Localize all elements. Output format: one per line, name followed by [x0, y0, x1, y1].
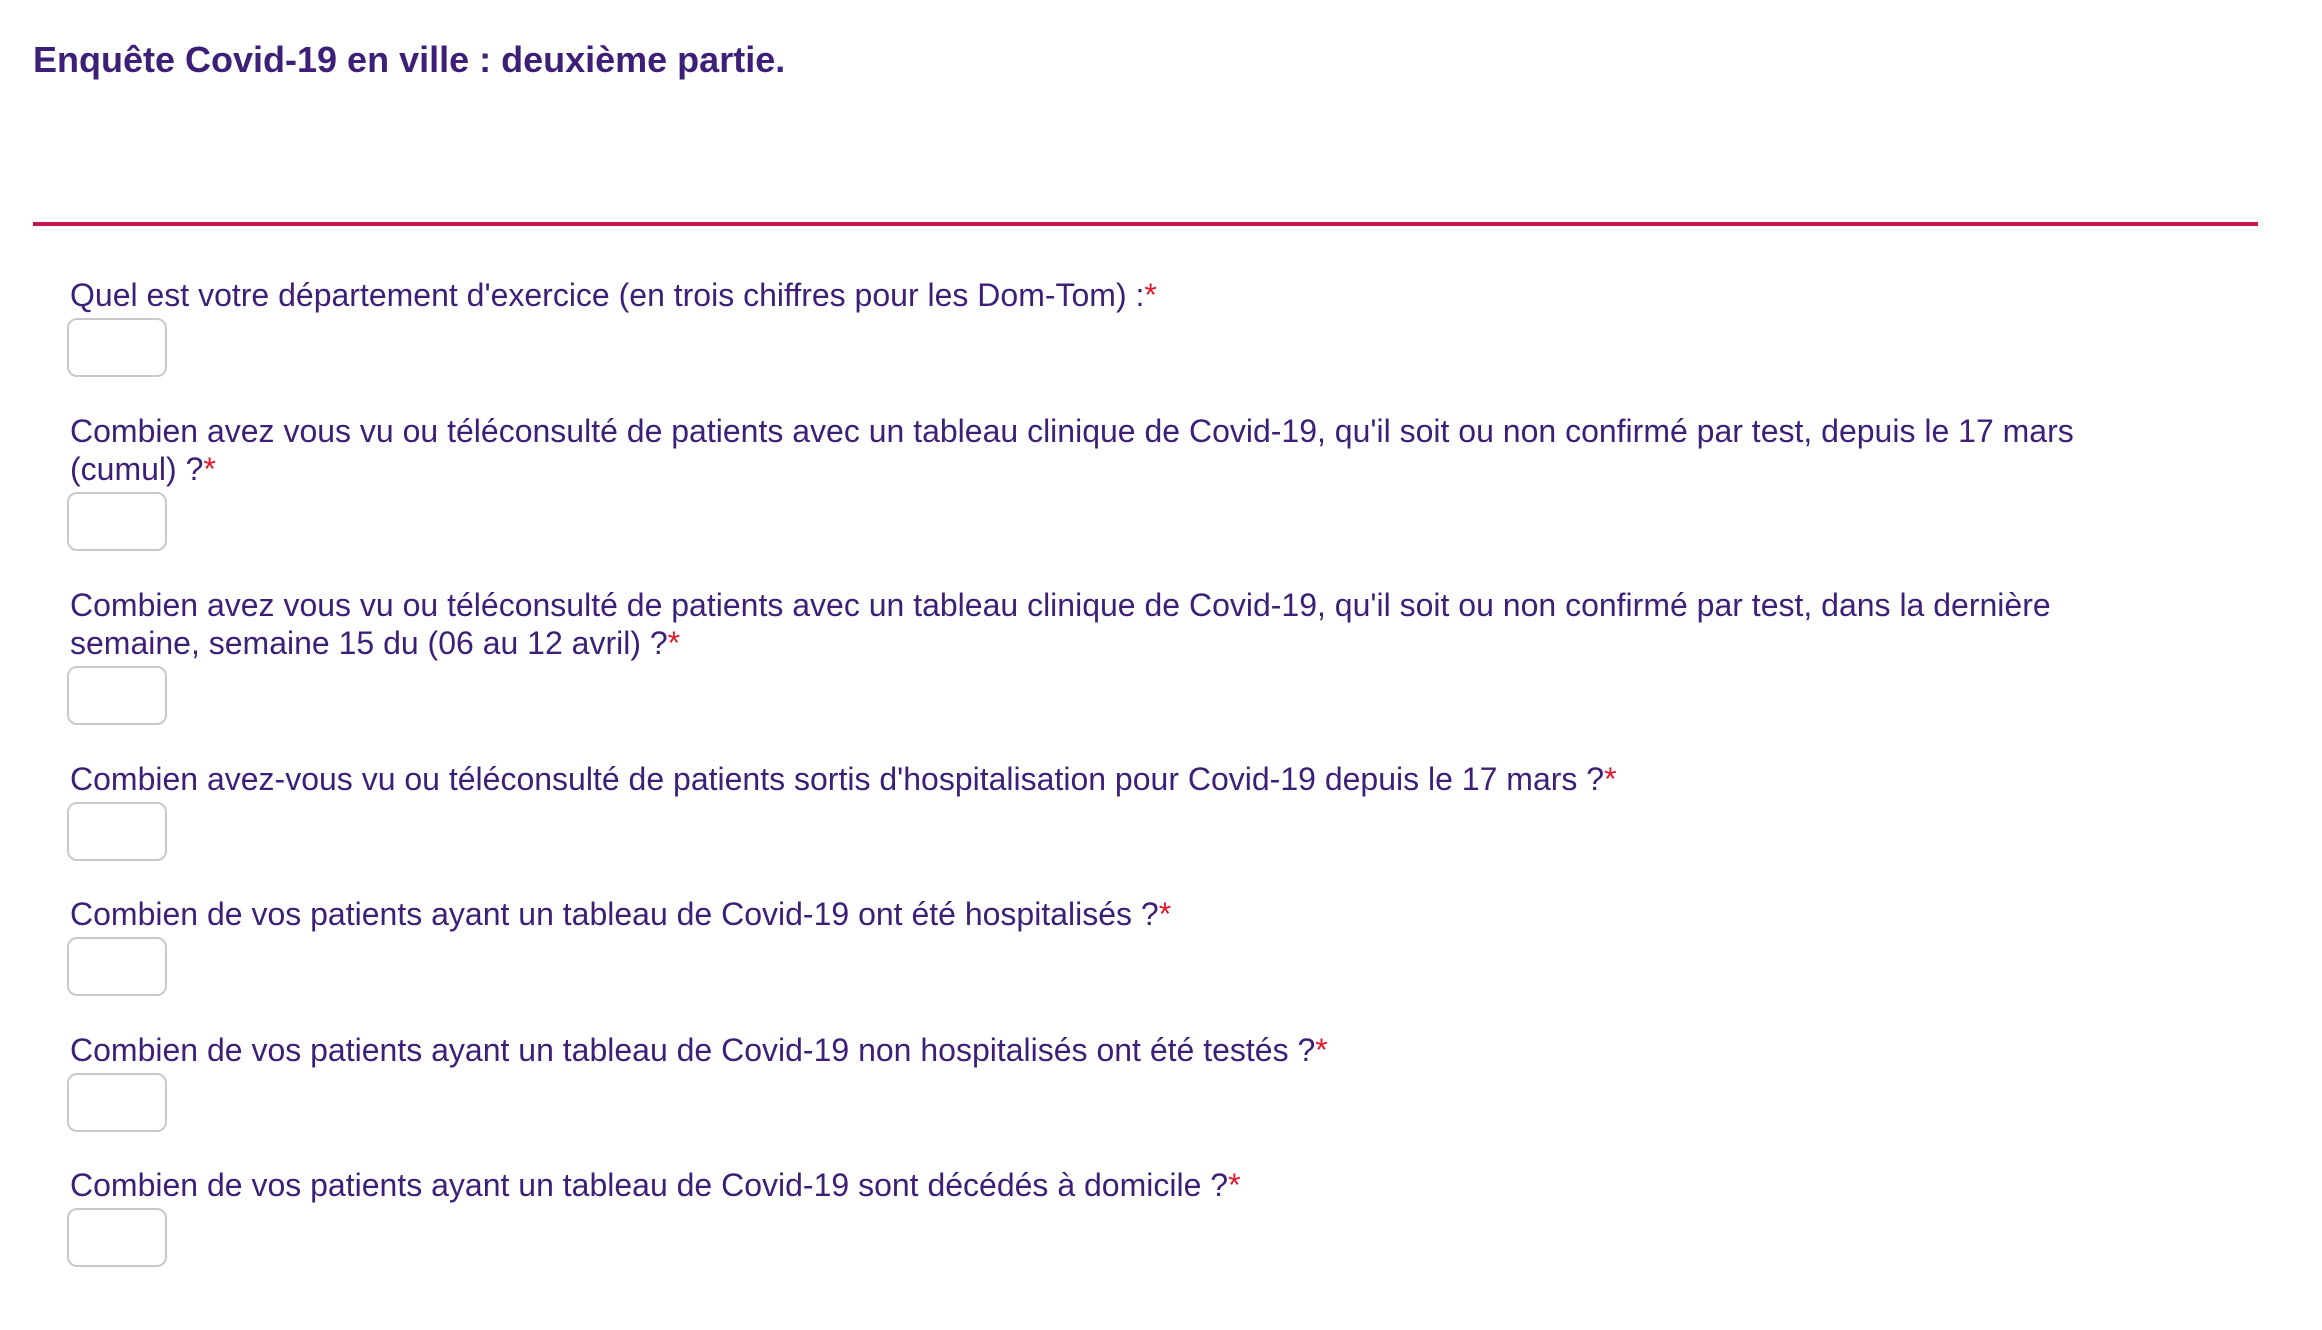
question-label	[70, 1031, 2220, 1069]
question-label-line: (cumul) ?	[70, 451, 204, 487]
question-cumul-patients	[70, 412, 2220, 551]
page-title: Enquête Covid-19 en ville : deuxième partie.	[33, 39, 786, 80]
question-label	[70, 760, 2220, 798]
title-divider	[33, 222, 2258, 226]
required-marker: *	[1315, 1032, 1328, 1068]
cumul-patients-input[interactable]	[67, 492, 167, 551]
question-tested	[70, 1031, 2220, 1132]
question-departement	[70, 276, 2220, 377]
required-marker: *	[1144, 277, 1157, 313]
question-label-line: Combien avez-vous vu ou téléconsulté de patients sortis d'hospitalisation pour Covid-19 depuis le 17 mars ?	[70, 761, 1605, 797]
question-label-line: Combien de vos patients ayant un tableau de Covid-19 ont été hospitalisés ?	[70, 896, 1159, 932]
post-hospitalisation-input[interactable]	[67, 802, 167, 861]
question-label-line: Combien avez vous vu ou téléconsulté de patients avec un tableau clinique de Covid-19, qu'il soit ou non confirmé par test, dans la dernière	[70, 587, 2051, 623]
question-label-line: Combien avez vous vu ou téléconsulté de patients avec un tableau clinique de Covid-19, qu'il soit ou non confirmé par test, depuis le 17 mars	[70, 413, 2074, 449]
question-label	[70, 412, 2220, 488]
question-deceased-home	[70, 1166, 2220, 1267]
question-label	[70, 276, 2220, 314]
deceased-home-input[interactable]	[67, 1208, 167, 1267]
question-last-week-patients	[70, 586, 2220, 725]
last-week-patients-input[interactable]	[67, 666, 167, 725]
question-label-line: Combien de vos patients ayant un tableau de Covid-19 sont décédés à domicile ?	[70, 1167, 1229, 1203]
question-label	[70, 586, 2220, 662]
departement-input[interactable]	[67, 318, 167, 377]
question-label	[70, 1166, 2220, 1204]
question-label-line: Combien de vos patients ayant un tableau de Covid-19 non hospitalisés ont été testés ?	[70, 1032, 1316, 1068]
question-label-line: Quel est votre département d'exercice (en trois chiffres pour les Dom-Tom) :	[70, 277, 1145, 313]
question-label-line: semaine, semaine 15 du (06 au 12 avril) ?	[70, 625, 668, 661]
required-marker: *	[1604, 761, 1617, 797]
required-marker: *	[667, 625, 681, 661]
question-hospitalised	[70, 895, 2220, 996]
required-marker: *	[203, 451, 216, 487]
required-marker: *	[1228, 1167, 1241, 1203]
required-marker: *	[1158, 896, 1172, 932]
question-post-hospitalisation	[70, 760, 2220, 861]
hospitalised-input[interactable]	[67, 937, 167, 996]
question-label	[70, 895, 2220, 933]
tested-input[interactable]	[67, 1073, 167, 1132]
